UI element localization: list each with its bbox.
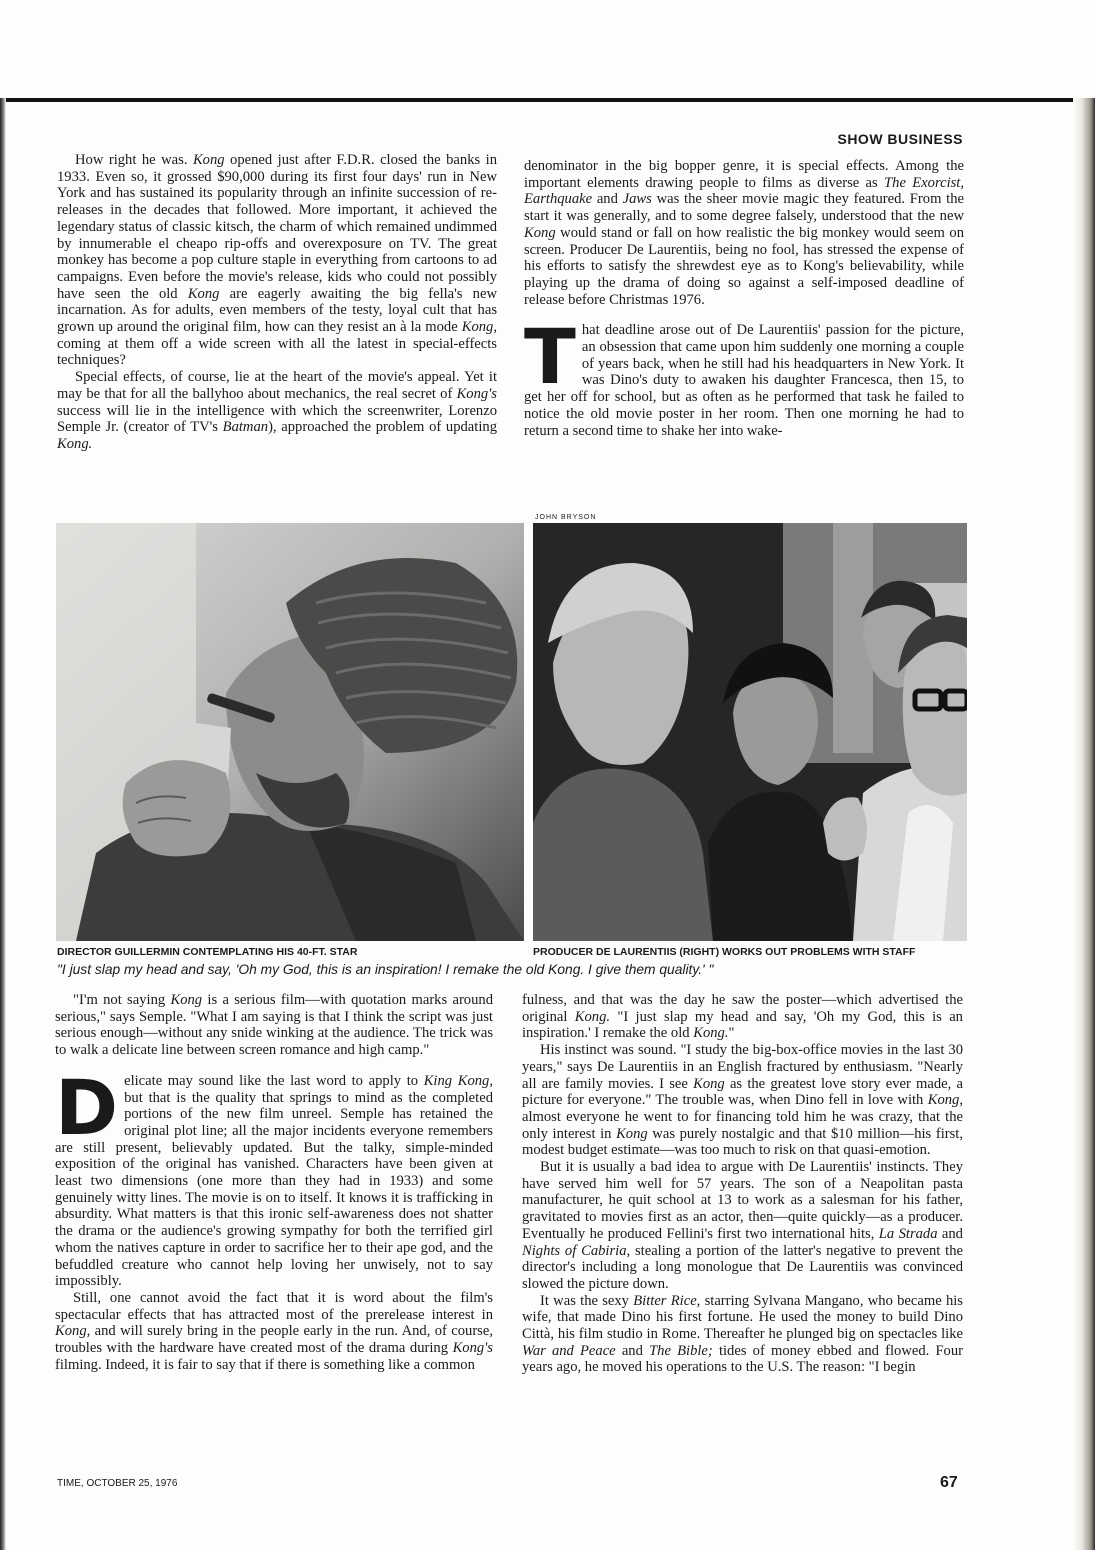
paragraph: Still, one cannot avoid the fact that it is word about the film's spectacular effects that has attracted most of the prerelease interest in Kong, and will surely bring in the people early in the run. And, of course, troubles with the hardware have created most of the drama during Kong's filming. Indeed, it is fair to say that if there is something like a common [55, 1289, 493, 1373]
photo-image [56, 523, 524, 941]
paragraph: How right he was. Kong opened just after F.D.R. closed the banks in 1933. Even so, it grossed $90,000 during its first four days' run in New York and has sustained its popularity through an infinite succession of re-releases in the decades that followed. More important, it achieved the legendary status of classic kitsch, the charm of which remained undimmed by innumerable el cheapo rip-offs and overexposure on TV. The great monkey has become a pop culture staple in everything from cartoons to ad campaigns. Even before the movie's release, kids who could not possibly have seen the old Kong are eagerly awaiting the big fella's new incarnation. As for adults, even members of the testy, loyal cult that has grown up around the original film, how can they resist an à la mode Kong, coming at them off a wide screen with all the latest in special-effects techniques? [57, 152, 497, 369]
photo-director-guillermin [56, 523, 524, 941]
issue-footer: TIME, OCTOBER 25, 1976 [57, 1478, 178, 1489]
photo-caption-right: PRODUCER DE LAURENTIIS (RIGHT) WORKS OUT PROBLEMS WITH STAFF [533, 946, 916, 958]
page-top-rule [0, 98, 1095, 102]
article-column-1 [57, 152, 497, 453]
drop-cap: D [55, 1062, 119, 1152]
paragraph: denominator in the big bopper genre, it is special effects. Among the important elements drawing people to films as diverse as The Exorcist, Earthquake and Jaws was the sheer movie magic they featured. From the start it was generally, and to some degree falsely, understood that the new Kong would stand or fall on how realistic the big monkey would seem on screen. Producer De Laurentiis, being no fool, has stressed the expense of his efforts to satisfy the shrewdest eye as to Kong's believability, while playing up the drama of doing so against a self-imposed deadline of release before Christmas 1976. [524, 158, 965, 308]
paragraph: But it is usually a bad idea to argue with De Laurentiis' instincts. They have served him well for 57 years. The son of a Neapolitan pasta manufacturer, he quit school at 13 to work as a salesman for his father, gravitated to movies first as an actor, then—quite quickly—as a producer. Eventually he produced Fellini's first two international hits, La Strada and Nights of Cabiria, stealing a portion of the latter's negative to prevent the director's including a long monologue that De Laurentiis was convinced slowed the picture down. [522, 1159, 964, 1292]
photo-producer-de-laurentiis [533, 523, 967, 941]
paragraph: Delicate may sound like the last word to apply to King Kong, but that is the quality that springs to mind as the completed portions of the new film unreel. Semple has retained the original plot line; all the major incidents everyone remembers are still present, believably updated. But the talky, simple-minded exposition of the original has vanished. Characters have been given at least two dimensions (one more than they had in 1933) and some genuinely witty lines. The movie is on to itself. It knows it is trafficking in absurdity. What matters is that this ironic self-awareness does not shatter the drama or the audience's growing sympathy for both the terrified girl whom the natives capture in order to sacrifice her to their ape god, and the befuddled creature who cannot help loving her unwisely, not to say impossibly. [55, 1062, 493, 1290]
drop-cap: T [524, 312, 576, 402]
paragraph: That deadline arose out of De Laurentiis' passion for the picture, an obsession that came upon him suddenly one morning a couple of years back, when he still had his headquarters in New York. It was Dino's duty to awaken his daughter Francesca, then 15, to get her off for school, but as often as he performed that task he failed to notice the old movie poster in her room. Then one morning he had to return a second time to shake her into wake- [524, 312, 964, 439]
paragraph: His instinct was sound. "I study the big-box-office movies in the last 30 years," says De Laurentiis in an English fractured by enthusiasm. "Nearly all are family movies. I see Kong as the greatest love story ever made, a picture for everyone." The trouble was, when Dino fell in love with Kong, almost everyone he went to for financing told him he was crazy, that the only interest in Kong was purely nostalgic and that $10 million—his first, modest budget estimate—was too much to risk on that quasi-emotion. [522, 1042, 963, 1159]
page-right-edge [1073, 98, 1095, 1550]
pull-quote: "I just slap my head and say, 'Oh my God, this is an inspiration! I remake the old Kong. I give them quality.' " [57, 962, 714, 977]
paragraph: "I'm not saying Kong is a serious film—with quotation marks around serious," says Semple. "What I am saying is that I think the script was just serious enough—without any snide winking at the audience. The trick was to walk a delicate line between screen romance and high camp." [55, 992, 493, 1059]
paragraph: fulness, and that was the day he saw the poster—which advertised the original Kong. "I just slap my head and say, 'Oh my God, this is an inspiration.' I remake the old Kong." [522, 992, 963, 1042]
article-column-2 [524, 158, 964, 439]
photo-credit: JOHN BRYSON [535, 514, 597, 521]
page-left-edge [0, 98, 6, 1550]
article-column-3 [55, 992, 493, 1373]
paragraph: It was the sexy Bitter Rice, starring Sylvana Mangano, who became his wife, that made Dino his first fortune. He used the money to build Dino Città, his film studio in Rome. Thereafter he plunged big on spectacles like War and Peace and The Bible; tides of money ebbed and flowed. Four years ago, he moved his operations to the U.S. The reason: "I begin [522, 1292, 964, 1376]
section-header: SHOW BUSINESS [837, 131, 963, 147]
paragraph: Special effects, of course, lie at the heart of the movie's appeal. Yet it may be that for all the ballyhoo about mechanics, the real secret of Kong's success will lie in the intelligence with which the screenwriter, Lorenzo Semple Jr. (creator of TV's Batman), approached the problem of updating Kong. [57, 369, 497, 452]
article-column-4 [522, 992, 963, 1376]
photo-image [533, 523, 967, 941]
page-number: 67 [940, 1474, 958, 1491]
photo-caption-left: DIRECTOR GUILLERMIN CONTEMPLATING HIS 40-FT. STAR [57, 946, 358, 958]
